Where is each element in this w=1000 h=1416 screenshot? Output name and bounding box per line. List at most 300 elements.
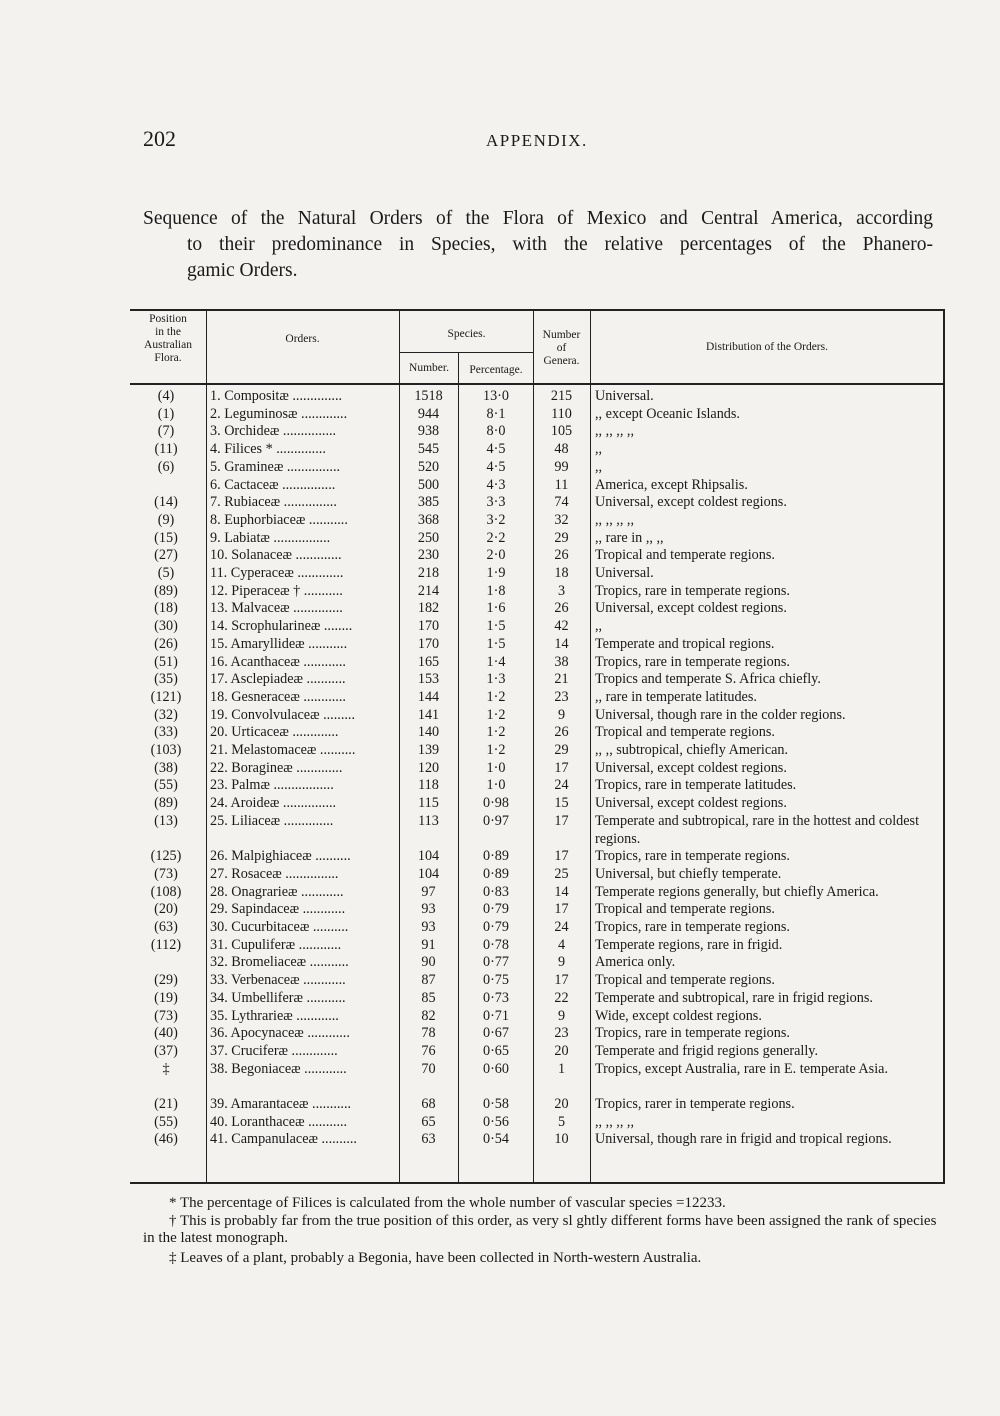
distribution-cell: Temperate and subtropical, rare in the hottest and coldest regions. [595, 812, 920, 847]
order-cell: 38. Begoniaceæ ............ [210, 1060, 347, 1077]
table-row [130, 689, 945, 707]
genera-cell: 14 [554, 635, 569, 652]
percentage-cell: 3·2 [486, 511, 506, 528]
order-cell: 30. Cucurbitaceæ .......... [210, 919, 349, 935]
distribution-cell: Tropical and temperate regions. [595, 724, 775, 741]
order-cell: 19. Convolvulaceæ ......... [210, 706, 356, 723]
distribution-cell: Tropics, rare in temperate regions. [595, 582, 790, 599]
position-cell: (19) [154, 989, 178, 1006]
order-cell: 39. Amarantaceæ ........... [210, 1096, 352, 1112]
genera-cell: 24 [554, 777, 569, 794]
table-row [130, 1025, 945, 1043]
order-cell: 35. Lythrarieæ ............ [210, 1007, 339, 1024]
page-number: 202 [143, 126, 176, 151]
table-row [130, 477, 945, 495]
distribution-cell: Tropical and temperate regions. [595, 972, 775, 989]
genera-cell: 24 [554, 919, 569, 935]
species-number-cell: 218 [417, 565, 440, 581]
position-cell: (73) [154, 865, 178, 882]
position-cell: (21) [154, 1096, 178, 1112]
species-number-cell: 170 [417, 635, 440, 652]
genera-cell: 23 [554, 1025, 569, 1042]
table-row [130, 1061, 945, 1079]
position-cell: (30) [154, 618, 178, 635]
species-number-cell: 250 [417, 529, 440, 546]
distribution-cell: Tropics, rare in temperate regions. [595, 848, 790, 865]
order-cell: 11. Cyperaceæ ............. [210, 565, 344, 581]
percentage-cell: 0·89 [482, 865, 509, 882]
position-cell: (15) [154, 529, 178, 546]
distribution-cell: Tropics, rare in temperate regions. [595, 919, 790, 935]
percentage-cell: 0·77 [482, 954, 509, 971]
distribution-cell: Tropics, rare in temperate regions. [595, 653, 790, 670]
distribution-cell: Temperate regions, rare in frigid. [595, 936, 783, 953]
distribution-cell: Universal. [595, 565, 654, 581]
order-cell: 31. Cupuliferæ ............ [210, 936, 342, 953]
species-number-cell: 104 [417, 848, 440, 865]
species-number-cell: 141 [417, 706, 440, 723]
species-number-cell: 63 [421, 1131, 436, 1148]
genera-cell: 38 [554, 653, 569, 670]
table-row [130, 1008, 945, 1026]
position-cell: (20) [154, 901, 178, 918]
species-number-cell: 140 [417, 724, 440, 741]
species-number-cell: 153 [417, 671, 440, 688]
table-row [130, 406, 945, 424]
position-cell: (55) [154, 1113, 178, 1130]
genera-cell: 15 [554, 795, 569, 812]
genera-cell: 48 [554, 441, 569, 458]
distribution-cell: Temperate and frigid regions generally. [595, 1042, 819, 1059]
order-cell: 15. Amaryllideæ ........... [210, 635, 348, 652]
species-number-cell: 214 [417, 582, 440, 599]
orders-table [130, 309, 945, 1184]
header-percentage: Percentage. [469, 364, 523, 376]
species-number-cell: 165 [417, 653, 440, 670]
table-row [130, 919, 945, 937]
position-cell: (4) [157, 388, 175, 404]
percentage-cell: 1·4 [486, 653, 506, 670]
position-cell: (5) [157, 565, 175, 581]
position-cell: (63) [154, 919, 178, 935]
position-cell: (26) [154, 635, 178, 652]
percentage-cell: 0·89 [482, 848, 509, 865]
table-row [130, 1043, 945, 1061]
distribution-cell: Universal, though rare in frigid and tropical regions. [595, 1131, 892, 1148]
table-row [130, 777, 945, 795]
distribution-cell: Tropics, except Australia, rare in E. temperate Asia. [595, 1060, 888, 1077]
distribution-cell: Temperate and subtropical, rare in frigid regions. [595, 989, 873, 1006]
genera-cell: 26 [554, 600, 569, 617]
species-number-cell: 97 [421, 883, 436, 900]
genera-cell: 215 [550, 388, 573, 404]
genera-cell: 17 [554, 901, 569, 918]
header-distribution: Distribution of the Orders. [705, 341, 828, 353]
genera-cell: 1 [557, 1060, 566, 1077]
position-cell: (29) [154, 972, 178, 989]
genera-cell: 105 [550, 423, 573, 440]
position-cell: (121) [150, 688, 182, 705]
species-number-cell: 76 [421, 1042, 436, 1059]
percentage-cell: 1·9 [486, 565, 506, 581]
distribution-cell: Universal, except coldest regions. [595, 494, 787, 511]
position-cell: (14) [154, 494, 178, 511]
species-number-cell: 385 [417, 494, 440, 511]
percentage-cell: 0·78 [482, 936, 509, 953]
table-row [130, 600, 945, 618]
percentage-cell: 1·2 [486, 742, 506, 758]
percentage-cell: 1·5 [486, 618, 506, 635]
percentage-cell: 0·58 [482, 1096, 509, 1112]
percentage-cell: 1·3 [486, 671, 506, 688]
species-number-cell: 545 [417, 441, 440, 458]
table-row [130, 459, 945, 477]
table-row [130, 937, 945, 955]
order-cell: 32. Bromeliaceæ ........... [210, 954, 349, 971]
order-cell: 36. Apocynaceæ ............ [210, 1025, 350, 1042]
distribution-cell: Temperate and tropical regions. [595, 635, 775, 652]
header-number: Number. [409, 362, 449, 374]
table-bottom-rule [130, 1182, 945, 1184]
position-cell: (6) [157, 458, 175, 475]
percentage-cell: 1·2 [486, 688, 506, 705]
table-row [130, 1096, 945, 1114]
distribution-cell: Tropics, rare in temperate regions. [595, 1025, 790, 1042]
genera-cell: 17 [554, 812, 569, 829]
species-number-cell: 87 [421, 972, 436, 989]
order-cell: 25. Liliaceæ .............. [210, 812, 334, 829]
percentage-cell: 1·2 [486, 706, 506, 723]
genera-cell: 20 [554, 1042, 569, 1059]
species-number-cell: 500 [417, 476, 440, 493]
percentage-cell: 4·5 [486, 458, 506, 475]
order-cell: 29. Sapindaceæ ............ [210, 901, 346, 918]
table-row [130, 990, 945, 1008]
percentage-cell: 0·65 [482, 1042, 509, 1059]
position-cell: (9) [157, 511, 175, 528]
footnote-begonia: ‡ Leaves of a plant, probably a Begonia, have been collected in North-western Australia. [169, 1250, 702, 1266]
distribution-cell: Tropical and temperate regions. [595, 901, 775, 918]
species-number-cell: 944 [417, 405, 440, 422]
percentage-cell: 0·97 [482, 812, 509, 829]
distribution-cell: Universal, except coldest regions. [595, 795, 787, 812]
species-number-cell: 170 [417, 618, 440, 635]
order-cell: 28. Onagrarieæ ............ [210, 883, 344, 900]
position-cell: (1) [157, 405, 175, 422]
table-row [130, 1114, 945, 1132]
table-row [130, 583, 945, 601]
order-cell: 20. Urticaceæ ............. [210, 724, 339, 741]
header-genera: Number of Genera. [542, 329, 581, 367]
table-row [130, 760, 945, 778]
table-row [130, 848, 945, 866]
percentage-cell: 0·79 [482, 919, 509, 935]
table-row [130, 494, 945, 512]
table-row [130, 724, 945, 742]
position-cell: (103) [150, 742, 182, 758]
position-cell: (125) [150, 848, 182, 865]
table-row [130, 1131, 945, 1149]
genera-cell: 23 [554, 688, 569, 705]
genera-cell: 21 [554, 671, 569, 688]
genera-cell: 5 [557, 1113, 566, 1130]
species-number-cell: 93 [421, 919, 436, 935]
table-row [130, 901, 945, 919]
order-cell: 6. Cactaceæ ............... [210, 476, 336, 493]
position-cell: (18) [154, 600, 178, 617]
position-cell: (27) [154, 547, 178, 564]
percentage-cell: 0·73 [482, 989, 509, 1006]
genera-cell: 42 [554, 618, 569, 635]
order-cell: 7. Rubiaceæ ............... [210, 494, 337, 511]
caption-line-2: to their predominance in Species, with the relative percentages of the Phanero- [187, 234, 933, 255]
order-cell: 12. Piperaceæ † ........... [210, 582, 343, 599]
distribution-cell: ,, ,, ,, ,, [595, 511, 635, 528]
species-number-cell: 144 [417, 688, 440, 705]
genera-cell: 20 [554, 1096, 569, 1112]
order-cell: 14. Scrophularineæ ........ [210, 618, 353, 635]
position-cell: (46) [154, 1131, 178, 1148]
species-subheader-rule [400, 352, 533, 353]
percentage-cell: 0·83 [482, 883, 509, 900]
position-cell: ‡ [162, 1060, 170, 1077]
distribution-cell: ,, except Oceanic Islands. [595, 405, 740, 422]
percentage-cell: 1·6 [486, 600, 506, 617]
table-row [130, 565, 945, 583]
order-cell: 4. Filices * .............. [210, 441, 326, 458]
percentage-cell: 4·3 [486, 476, 506, 493]
order-cell: 9. Labiatæ ................ [210, 529, 331, 546]
table-top-rule [130, 309, 945, 311]
species-number-cell: 78 [421, 1025, 436, 1042]
genera-cell: 17 [554, 972, 569, 989]
genera-cell: 9 [557, 706, 566, 723]
header-species: Species. [447, 328, 486, 340]
table-row [130, 742, 945, 760]
species-number-cell: 113 [418, 812, 439, 829]
genera-cell: 32 [554, 511, 569, 528]
order-cell: 22. Boragineæ ............. [210, 759, 343, 776]
position-cell: (55) [154, 777, 178, 794]
table-row [130, 812, 945, 847]
distribution-cell: ,, ,, ,, ,, [595, 423, 635, 440]
footnote-filices: * The percentage of Filices is calculated from the whole number of vascular species =12233. [169, 1195, 726, 1211]
table-row [130, 972, 945, 990]
species-number-cell: 182 [417, 600, 440, 617]
caption-line-3: gamic Orders. [187, 260, 298, 281]
genera-cell: 3 [557, 582, 566, 599]
order-cell: 26. Malpighiaceæ .......... [210, 848, 351, 865]
distribution-cell: Universal, except coldest regions. [595, 759, 787, 776]
table-row [130, 866, 945, 884]
species-number-cell: 120 [417, 759, 440, 776]
genera-cell: 99 [554, 458, 569, 475]
species-number-cell: 104 [417, 865, 440, 882]
table-row [130, 547, 945, 565]
distribution-cell: Tropics, rarer in temperate regions. [595, 1096, 795, 1112]
distribution-cell: ,, ,, subtropical, chiefly American. [595, 742, 789, 758]
percentage-cell: 3·3 [486, 494, 506, 511]
species-number-cell: 139 [417, 742, 440, 758]
footnote-piperaceae: † This is probably far from the true position of this order, as very sl ghtly different forms have been assigned the rank of species in the latest monograph. [143, 1213, 937, 1246]
table-row [130, 512, 945, 530]
position-cell: (11) [154, 441, 178, 458]
species-number-cell: 85 [421, 989, 436, 1006]
caption-line-1: Sequence of the Natural Orders of the Flora of Mexico and Central America, according [143, 208, 933, 229]
table-row [130, 795, 945, 813]
position-cell: (108) [150, 883, 182, 900]
distribution-cell: ,, ,, ,, ,, [595, 1113, 635, 1130]
position-cell: (38) [154, 759, 178, 776]
percentage-cell: 1·2 [486, 724, 506, 741]
running-head: APPENDIX. [486, 131, 588, 150]
order-cell: 34. Umbelliferæ ........... [210, 989, 346, 1006]
genera-cell: 26 [554, 547, 569, 564]
order-cell: 3. Orchideæ ............... [210, 423, 337, 440]
table-row [130, 671, 945, 689]
distribution-cell: Temperate regions generally, but chiefly America. [595, 883, 879, 900]
percentage-cell: 4·5 [486, 441, 506, 458]
table-row [130, 654, 945, 672]
percentage-cell: 8·0 [486, 423, 506, 440]
species-number-cell: 520 [417, 458, 440, 475]
distribution-cell: Universal. [595, 388, 654, 404]
genera-cell: 25 [554, 865, 569, 882]
order-cell: 40. Loranthaceæ ........... [210, 1113, 348, 1130]
percentage-cell: 2·0 [486, 547, 506, 564]
table-header-rule [130, 383, 945, 385]
distribution-cell: America only. [595, 954, 676, 971]
order-cell: 23. Palmæ ................. [210, 777, 334, 794]
percentage-cell: 2·2 [486, 529, 506, 546]
table-row [130, 884, 945, 902]
species-number-cell: 938 [417, 423, 440, 440]
table-row [130, 441, 945, 459]
genera-cell: 9 [557, 954, 566, 971]
distribution-cell: Universal, though rare in the colder regions. [595, 706, 846, 723]
order-cell: 1. Compositæ .............. [210, 388, 343, 404]
percentage-cell: 0·67 [482, 1025, 509, 1042]
order-cell: 16. Acanthaceæ ............ [210, 653, 346, 670]
genera-cell: 110 [551, 405, 572, 422]
distribution-cell: Tropics, rare in temperate latitudes. [595, 777, 797, 794]
order-cell: 5. Gramineæ ............... [210, 458, 341, 475]
position-cell: (13) [154, 812, 178, 829]
percentage-cell: 0·56 [482, 1113, 509, 1130]
percentage-cell: 0·71 [482, 1007, 509, 1024]
species-number-cell: 70 [421, 1060, 436, 1077]
percentage-cell: 8·1 [486, 405, 506, 422]
position-cell: (89) [154, 582, 178, 599]
percentage-cell: 0·79 [482, 901, 509, 918]
species-number-cell: 91 [421, 936, 436, 953]
distribution-cell: ,, rare in temperate latitudes. [595, 688, 757, 705]
genera-cell: 18 [554, 565, 569, 581]
position-cell: (112) [150, 936, 182, 953]
order-cell: 21. Melastomaceæ .......... [210, 742, 356, 758]
genera-cell: 9 [557, 1007, 566, 1024]
order-cell: 10. Solanaceæ ............. [210, 547, 342, 564]
distribution-cell: ,, [595, 441, 603, 458]
distribution-cell: Universal, except coldest regions. [595, 600, 787, 617]
percentage-cell: 1·0 [486, 777, 506, 794]
position-cell: (32) [154, 706, 178, 723]
header-orders: Orders. [285, 333, 320, 345]
percentage-cell: 1·8 [486, 582, 506, 599]
species-number-cell: 65 [421, 1113, 436, 1130]
percentage-cell: 1·0 [486, 759, 506, 776]
species-number-cell: 82 [421, 1007, 436, 1024]
table-row [130, 707, 945, 725]
distribution-cell: ,, [595, 458, 603, 475]
position-cell: (33) [154, 724, 178, 741]
position-cell: (40) [154, 1025, 178, 1042]
position-cell: (35) [154, 671, 178, 688]
percentage-cell: 0·75 [482, 972, 509, 989]
genera-cell: 74 [554, 494, 569, 511]
percentage-cell: 13·0 [482, 388, 509, 404]
species-number-cell: 368 [417, 511, 440, 528]
species-number-cell: 90 [421, 954, 436, 971]
percentage-cell: 0·98 [482, 795, 509, 812]
order-cell: 33. Verbenaceæ ............ [210, 972, 346, 989]
table-row [130, 423, 945, 441]
species-number-cell: 118 [418, 777, 439, 794]
header-position: Position in the Australian Flora. [144, 313, 192, 364]
genera-cell: 4 [557, 936, 566, 953]
table-caption [143, 206, 933, 284]
order-cell: 18. Gesneraceæ ............ [210, 688, 346, 705]
position-cell: (73) [154, 1007, 178, 1024]
table-row [130, 618, 945, 636]
species-number-cell: 93 [421, 901, 436, 918]
percentage-cell: 1·5 [486, 635, 506, 652]
order-cell: 8. Euphorbiaceæ ........... [210, 511, 348, 528]
distribution-cell: Universal, but chiefly temperate. [595, 865, 782, 882]
genera-cell: 17 [554, 848, 569, 865]
species-number-cell: 1518 [414, 388, 443, 404]
distribution-cell: ,, [595, 618, 603, 635]
position-cell: (51) [154, 653, 178, 670]
order-cell: 24. Aroideæ ............... [210, 795, 337, 812]
genera-cell: 17 [554, 759, 569, 776]
distribution-cell: Tropics and temperate S. Africa chiefly. [595, 671, 821, 688]
position-cell: (7) [157, 423, 175, 440]
position-cell: (37) [154, 1042, 178, 1059]
table-row [130, 636, 945, 654]
distribution-cell: Tropical and temperate regions. [595, 547, 775, 564]
table-row [130, 954, 945, 972]
species-number-cell: 230 [417, 547, 440, 564]
order-cell: 17. Asclepiadeæ ........... [210, 671, 346, 688]
species-number-cell: 68 [421, 1096, 436, 1112]
genera-cell: 22 [554, 989, 569, 1006]
order-cell: 41. Campanulaceæ .......... [210, 1131, 357, 1148]
order-cell: 37. Cruciferæ ............. [210, 1042, 338, 1059]
species-number-cell: 115 [418, 795, 439, 812]
distribution-cell: ,, rare in ,, ,, [595, 529, 664, 546]
genera-cell: 26 [554, 724, 569, 741]
order-cell: 27. Rosaceæ ............... [210, 865, 339, 882]
percentage-cell: 0·60 [482, 1060, 509, 1077]
order-cell: 13. Malvaceæ .............. [210, 600, 343, 617]
genera-cell: 29 [554, 742, 569, 758]
genera-cell: 11 [554, 476, 569, 493]
genera-cell: 14 [554, 883, 569, 900]
distribution-cell: America, except Rhipsalis. [595, 476, 748, 493]
position-cell: (89) [154, 795, 178, 812]
table-row [130, 530, 945, 548]
